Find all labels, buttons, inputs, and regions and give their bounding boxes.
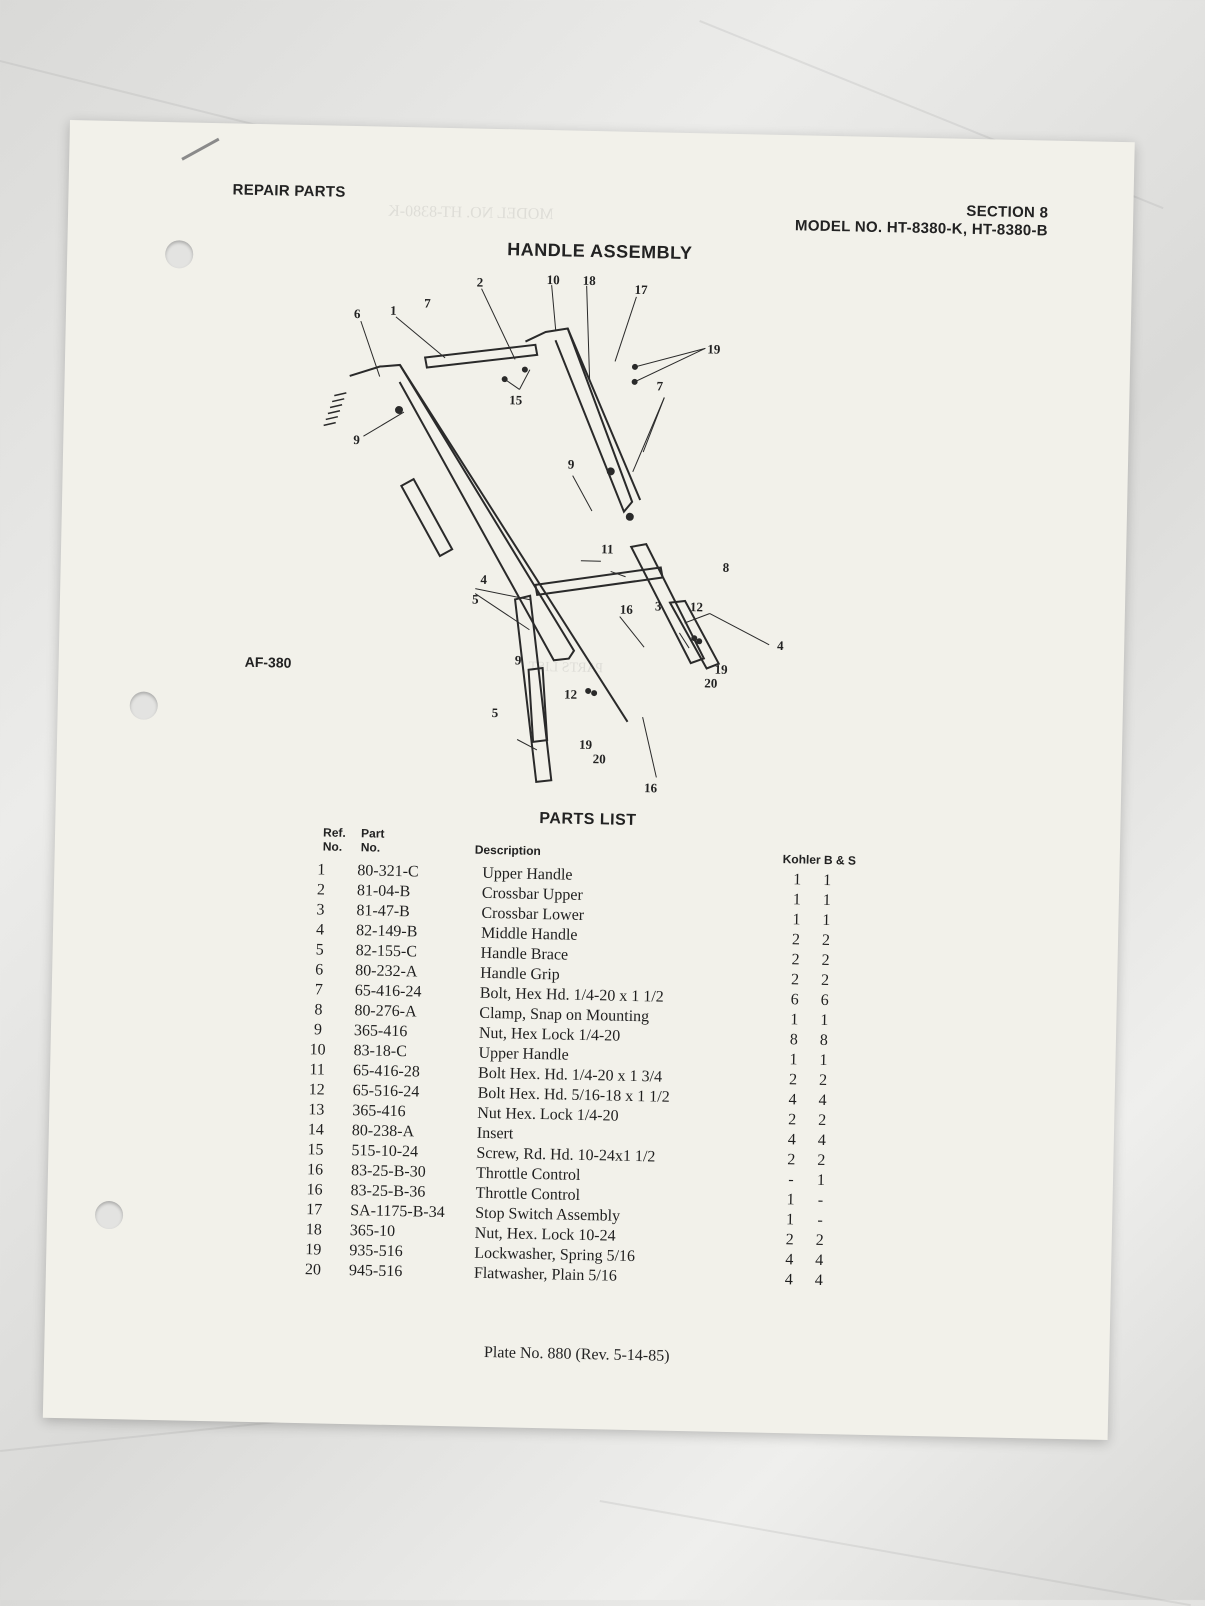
punch-hole-bottom <box>95 1201 124 1230</box>
parts-table <box>291 860 843 1291</box>
description-cell: Screw, Rd. Hd. 10-24x1 1/2 <box>476 1144 656 1166</box>
qty-bs-cell: 4 <box>817 1131 826 1150</box>
qty-bs-cell: 2 <box>818 1071 828 1090</box>
qty-kohler-cell: 8 <box>789 1031 799 1049</box>
callout-18: 19 <box>707 341 721 357</box>
callout-4b: 4 <box>776 637 784 654</box>
qty-kohler-cell: 2 <box>791 931 801 949</box>
part-number-cell: 365-416 <box>353 1022 408 1041</box>
callout-17: 18 <box>582 272 596 289</box>
qty-bs-cell: 1 <box>823 871 832 890</box>
ref-cell: 4 <box>315 921 325 939</box>
qty-bs-cell: 2 <box>817 1151 826 1170</box>
part-number-cell: 515-10-24 <box>351 1142 419 1161</box>
description-cell: Middle Handle <box>480 924 578 944</box>
parts-list-title: PARTS LIST <box>539 809 637 830</box>
part-number-cell: 83-18-C <box>353 1042 408 1061</box>
qty-bs-cell: 1 <box>816 1171 826 1190</box>
ref-cell: 17 <box>306 1201 323 1219</box>
qty-kohler-cell: 4 <box>784 1271 794 1289</box>
crossbar-lower-part <box>535 565 663 598</box>
ref-cell: 13 <box>308 1101 325 1119</box>
callout-6: 6 <box>353 305 361 322</box>
upper-handle-part <box>344 364 580 661</box>
qty-kohler-cell: 1 <box>790 1011 799 1029</box>
callout-14b: 16 <box>643 780 658 796</box>
part-number-cell: SA-1175-B-34 <box>350 1202 445 1222</box>
description-cell: Bolt Hex. Hd. 5/16-18 x 1 1/2 <box>477 1084 670 1106</box>
description-cell: Clamp, Snap on Mounting <box>479 1004 650 1026</box>
ref-cell: 6 <box>315 961 324 979</box>
callout-20: 20 <box>704 675 718 691</box>
callout-16: 17 <box>634 281 648 298</box>
ref-cell: 14 <box>307 1121 325 1139</box>
qty-kohler-cell: 4 <box>787 1131 796 1149</box>
qty-kohler-cell: - <box>788 1171 794 1189</box>
callout-2: 2 <box>476 274 484 290</box>
header-quantity: Kohler B & S <box>782 852 857 868</box>
qty-bs-cell: 2 <box>818 1111 827 1130</box>
qty-bs-cell: 8 <box>819 1031 829 1050</box>
qty-bs-cell: 2 <box>820 971 830 990</box>
description-cell: Nut Hex. Lock 1/4-20 <box>477 1104 619 1125</box>
description-cell: Lockwasher, Spring 5/16 <box>474 1244 636 1266</box>
qty-bs-cell: 2 <box>821 951 830 970</box>
qty-bs-cell: 1 <box>822 911 831 930</box>
callout-8: 8 <box>722 559 730 575</box>
description-cell: Insert <box>476 1124 514 1143</box>
qty-bs-cell: 4 <box>814 1271 824 1290</box>
ref-cell: 11 <box>309 1061 326 1079</box>
qty-bs-cell: 1 <box>819 1051 828 1070</box>
callout-1: 1 <box>389 302 397 318</box>
callout-11: 11 <box>600 541 614 557</box>
header-description: Description <box>474 842 541 859</box>
callout-5: 5 <box>471 591 479 607</box>
part-number-cell: 65-416-24 <box>354 982 422 1001</box>
qty-bs-cell: 1 <box>822 891 831 910</box>
part-number-cell: 945-516 <box>348 1262 403 1281</box>
part-number-cell: 80-276-A <box>354 1002 417 1021</box>
ref-cell: 7 <box>314 981 324 999</box>
callout-3: 3 <box>654 598 662 614</box>
qty-bs-cell: 1 <box>820 1011 829 1030</box>
ref-cell: 12 <box>308 1081 325 1099</box>
description-cell: Nut, Hex. Lock 10-24 <box>474 1224 616 1245</box>
header-model-block <box>795 199 1049 240</box>
handle-assembly-diagram <box>296 265 827 806</box>
part-number-cell: 80-321-C <box>357 862 419 881</box>
callout-15: 15 <box>509 392 523 408</box>
qty-kohler-cell: 1 <box>785 1211 795 1229</box>
punch-hole-middle <box>129 691 158 720</box>
ref-cell: 3 <box>316 901 325 919</box>
part-number-cell: 81-04-B <box>356 882 411 901</box>
description-cell: Handle Grip <box>480 964 560 984</box>
header-label: REPAIR PARTS <box>232 181 346 201</box>
callout-19b: 19 <box>578 736 593 753</box>
callout-9c: 9 <box>514 652 522 668</box>
qty-bs-cell: 4 <box>815 1251 824 1270</box>
qty-kohler-cell: 2 <box>788 1071 798 1089</box>
callout-10: 10 <box>546 272 560 288</box>
description-cell: Handle Brace <box>480 944 569 964</box>
callout-4: 4 <box>480 571 488 587</box>
part-number-cell: 82-149-B <box>355 922 418 941</box>
callout-9b: 9 <box>567 456 575 472</box>
qty-kohler-cell: 1 <box>792 911 801 929</box>
part-number-cell: 80-232-A <box>355 962 418 981</box>
ref-cell: 10 <box>309 1041 326 1059</box>
part-number-cell: 935-516 <box>349 1242 403 1261</box>
qty-bs-cell: 2 <box>821 931 831 950</box>
description-cell: Crossbar Upper <box>481 884 583 904</box>
qty-kohler-cell: 4 <box>788 1091 797 1109</box>
qty-bs-cell: 2 <box>815 1231 824 1250</box>
part-number-cell: 365-416 <box>352 1102 406 1121</box>
callout-7: 7 <box>424 295 431 311</box>
ref-cell: 5 <box>315 941 324 959</box>
part-number-cell: 83-25-B-30 <box>350 1162 426 1181</box>
callout-9: 9 <box>353 432 361 448</box>
description-cell: Flatwasher, Plain 5/16 <box>473 1264 617 1285</box>
diagram-id-label: AF-380 <box>244 653 292 671</box>
callout-5b: 5 <box>491 704 499 721</box>
description-cell: Bolt Hex. Hd. 1/4-20 x 1 3/4 <box>477 1064 663 1086</box>
qty-bs-cell: 6 <box>820 991 829 1010</box>
staple-mark <box>181 138 219 161</box>
qty-kohler-cell: 2 <box>788 1111 797 1129</box>
part-number-cell: 80-238-A <box>351 1122 415 1141</box>
ref-cell: 16 <box>306 1161 324 1179</box>
qty-kohler-cell: 4 <box>785 1251 794 1269</box>
ref-cell: 19 <box>305 1241 322 1259</box>
part-number-cell: 65-516-24 <box>352 1082 420 1101</box>
description-cell: Upper Handle <box>478 1044 569 1064</box>
ref-cell: 18 <box>305 1221 322 1239</box>
ref-cell: 20 <box>304 1261 322 1279</box>
qty-bs-cell: 4 <box>818 1091 827 1110</box>
plate-number: Plate No. 880 (Rev. 5-14-85) <box>483 1343 670 1365</box>
description-cell: Nut, Hex Lock 1/4-20 <box>478 1024 621 1045</box>
qty-kohler-cell: 1 <box>786 1191 795 1209</box>
description-cell: Stop Switch Assembly <box>475 1204 621 1225</box>
qty-kohler-cell: 2 <box>790 971 800 989</box>
part-number-cell: 65-416-28 <box>352 1062 420 1081</box>
ref-cell: 8 <box>314 1001 323 1019</box>
qty-kohler-cell: 2 <box>787 1151 796 1169</box>
qty-kohler-cell: 6 <box>790 991 799 1009</box>
document-sheet <box>43 120 1135 1440</box>
ref-cell: 16 <box>306 1181 323 1199</box>
qty-bs-cell: - <box>817 1211 823 1230</box>
section-label: SECTION 8 <box>966 202 1049 222</box>
callout-7b: 7 <box>656 378 664 394</box>
description-cell: Upper Handle <box>482 864 573 884</box>
callout-20b: 20 <box>592 751 606 767</box>
callout-12b: 12 <box>563 686 578 702</box>
callout-14: 16 <box>619 601 634 617</box>
ref-cell: 15 <box>307 1141 324 1159</box>
part-number-cell: 83-25-B-36 <box>350 1182 426 1201</box>
qty-bs-cell: - <box>817 1191 824 1210</box>
callout-19: 19 <box>714 661 728 677</box>
qty-kohler-cell: 2 <box>785 1231 794 1249</box>
header-part: Part No. <box>360 826 385 855</box>
description-cell: Throttle Control <box>475 1164 581 1184</box>
description-cell: Crossbar Lower <box>481 904 585 924</box>
header-ref: Ref. No. <box>322 825 346 854</box>
qty-kohler-cell: 1 <box>793 871 802 889</box>
page-title: HANDLE ASSEMBLY <box>507 239 693 264</box>
qty-kohler-cell: 1 <box>792 891 802 909</box>
crossbar-upper-part <box>425 342 537 369</box>
part-number-cell: 81-47-B <box>356 902 410 921</box>
bleed-through: PARTS LIST <box>528 659 604 677</box>
qty-kohler-cell: 2 <box>791 951 800 969</box>
description-cell: Throttle Control <box>475 1184 581 1204</box>
ref-cell: 2 <box>316 881 326 899</box>
part-number-cell: 82-155-C <box>355 942 418 961</box>
ref-cell: 1 <box>317 861 326 879</box>
callout-12: 12 <box>689 599 704 615</box>
description-cell: Bolt, Hex Hd. 1/4-20 x 1 1/2 <box>479 984 664 1006</box>
ref-cell: 9 <box>313 1021 323 1039</box>
model-number: MODEL NO. HT-8380-K, HT-8380-B <box>794 217 1049 240</box>
part-number-cell: 365-10 <box>349 1222 396 1241</box>
bleed-through: MODEL NO. HT-8380-K <box>387 202 554 224</box>
qty-kohler-cell: 1 <box>789 1051 798 1069</box>
